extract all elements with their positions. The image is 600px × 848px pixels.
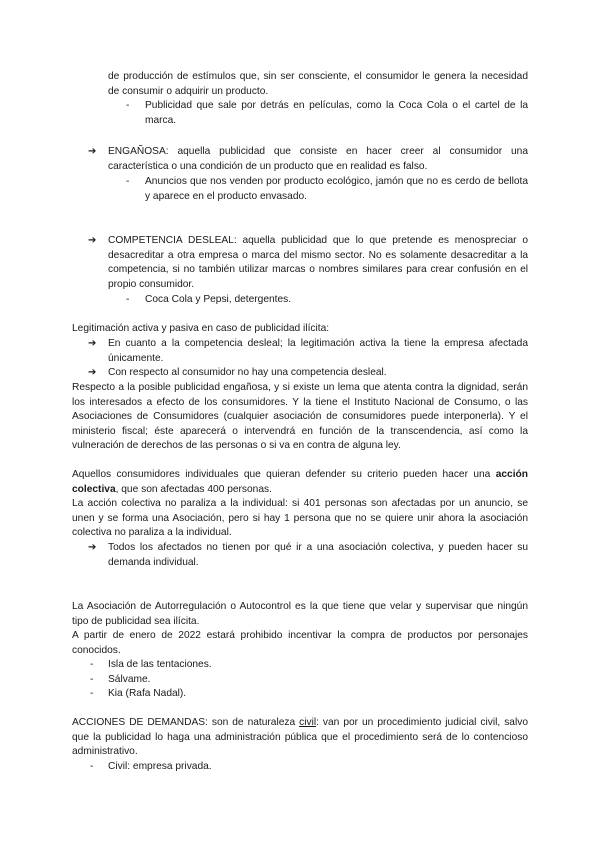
list-item-text: Publicidad que sale por detrás en películas, como la Coca Cola o el cartel de la marca. <box>145 100 528 126</box>
autocontrol-paragraph: La Asociación de Autorregulación o Autocontrol es la que tiene que velar y supervisar que ningún tipo de publicidad sea ilícita. <box>72 601 528 627</box>
list-item-text: Anuncios que nos venden por producto ecológico, jamón que no es cerdo de bellota y aparece en el producto envasado. <box>145 176 528 202</box>
arrow-icon: ➔ <box>88 235 97 246</box>
enganosa-paragraph: ENGAÑOSA: aquella publicidad que consiste en hacer creer al consumidor una característica o una condición de un producto que en realidad es falso. <box>108 146 528 172</box>
list-item <box>88 234 528 292</box>
list-item-text: En cuanto a la competencia desleal; la legitimación activa la tiene la empresa afectada únicamente. <box>108 338 528 364</box>
list-item <box>88 366 528 381</box>
arrow-icon: ➔ <box>88 146 97 157</box>
list-item <box>90 658 528 673</box>
list-item <box>90 760 528 775</box>
accion-paragraph: La acción colectiva no paraliza a la individual: si 401 personas son afectadas por un anuncio, se unen y se forma una Asociación, pero si hay 1 persona que no se quiere unir ahora la asociación colectiva no paraliza a la individual. <box>72 498 528 539</box>
acciones-text-end: : van por un procedimiento judicial civil, salvo que la publicidad lo haga una administración pública que el procedimiento será de lo contencioso administrativo. <box>72 717 528 758</box>
list-item <box>126 99 528 128</box>
arrow-icon: ➔ <box>88 542 97 553</box>
list-item <box>126 293 528 308</box>
list-item-text: Todos los afectados no tienen por qué ir a una asociación colectiva, y pueden hacer su demanda individual. <box>108 542 528 568</box>
dash-marker: - <box>126 294 130 305</box>
list-item-text: Sálvame. <box>108 674 151 685</box>
list-item <box>88 145 528 174</box>
dash-marker: - <box>90 761 94 772</box>
list-item-text: Coca Cola y Pepsi, detergentes. <box>145 294 292 305</box>
dash-marker: - <box>126 100 130 111</box>
list-item <box>88 337 528 366</box>
dash-marker: - <box>90 674 94 685</box>
arrow-icon: ➔ <box>88 367 97 378</box>
respecto-paragraph: Respecto a la posible publicidad engañosa, y si existe un lema que atenta contra la dignidad, serán los interesados a efecto de los consumidores. Y la tiene el Instituto Nacional de Consumo, o las Asociaciones de Consumidores (cualquier asociación de consumidores puede interponerla). Y el ministerio fiscal; éste aparecerá o intervendrá en función de la transcendencia, así como la vulneración de derechos de las personas o si va en contra de alguna ley. <box>72 382 528 452</box>
aquellos-paragraph <box>72 468 528 497</box>
list-item-text: Con respecto al consumidor no hay una competencia desleal. <box>108 367 387 378</box>
list-item <box>88 541 528 570</box>
list-item <box>90 687 528 702</box>
intro-paragraph: de producción de estímulos que, sin ser consciente, el consumidor le genera la necesidad de consumir o adquirir un producto. <box>108 71 528 97</box>
arrow-icon: ➔ <box>88 338 97 349</box>
dash-marker: - <box>90 659 94 670</box>
list-item <box>90 673 528 688</box>
aquellos-text-end: , que son afectadas 400 personas. <box>115 483 272 495</box>
acciones-text: ACCIONES DE DEMANDAS: son de naturaleza <box>72 717 300 728</box>
dash-marker: - <box>90 688 94 699</box>
competencia-paragraph: COMPETENCIA DESLEAL: aquella publicidad que lo que pretende es menospreciar o desacreditar a otra empresa o marca del mismo sector. No es solamente desacreditar a la competencia, si no también utilizar marcas o nombres similares para crear confusión en el propio consumidor. <box>108 235 528 290</box>
aquellos-text: Aquellos consumidores individuales que quieran defender su criterio pueden hacer una <box>72 469 496 480</box>
acciones-paragraph <box>72 716 528 760</box>
accion-colectiva-term: acción colectiva <box>72 469 528 495</box>
legitimacion-heading: Legitimación activa y pasiva en caso de publicidad ilícita: <box>72 323 330 334</box>
list-item-text: Kia (Rafa Nadal). <box>108 688 187 699</box>
civil-term: civil <box>299 717 317 728</box>
dash-marker: - <box>126 176 130 187</box>
list-item-text: Civil: empresa privada. <box>108 761 212 772</box>
list-item <box>126 175 528 204</box>
enero-paragraph: A partir de enero de 2022 estará prohibido incentivar la compra de productos por personajes conocidos. <box>72 630 528 656</box>
list-item-text: Isla de las tentaciones. <box>108 659 212 670</box>
